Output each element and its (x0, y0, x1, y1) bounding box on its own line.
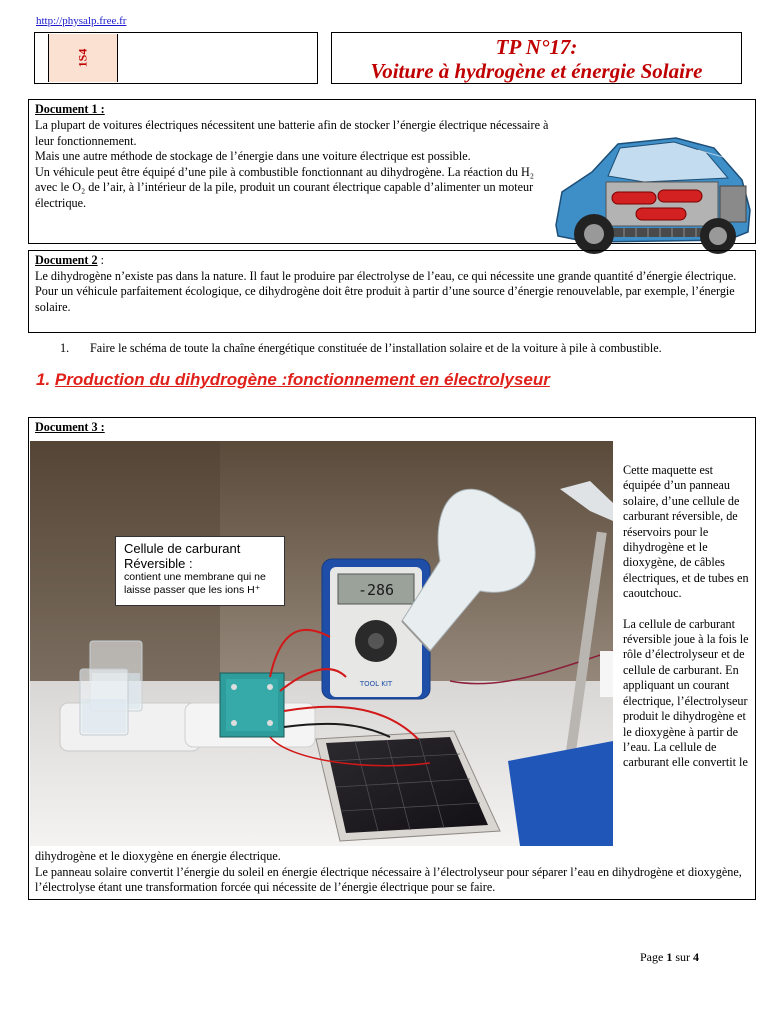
question-1-number: 1. (60, 341, 70, 355)
class-tag (48, 34, 118, 82)
question-1-text: Faire le schéma de toute la chaîne énergétique constituée de l’installation solaire et de la voiture à pile à combustible. (90, 341, 662, 355)
class-label: 1S4 (75, 48, 90, 68)
document-1-text (35, 118, 553, 211)
document-1-paragraph: Un véhicule peut être équipé d’une pile à combustible fonctionnant au dihydrogène. La réaction du H₂ avec le O₂ de l’air, à l’intérieur de la pile, produit un courant électrique capable d’alimenter un moteur électrique. (35, 164, 535, 210)
document-1-paragraph: La plupart de voitures électriques nécessitent une batterie afin de stocker l’énergie électrique nécessaire à leur fonctionnement. (35, 118, 549, 148)
page-number (640, 950, 699, 965)
side-paragraph-1: Cette maquette est équipée d’un panneau solaire, d’une cellule de carburant réversible, de réservoirs pour le dihydrogène et le dioxygène, de câbles électriques, et de tubes en caoutchouc. (623, 463, 749, 601)
caption-body: contient une membrane qui ne laisse passer que les ions H⁺ (124, 571, 266, 596)
title-line-1: TP N°17: (495, 35, 578, 59)
page-prefix: Page (640, 950, 667, 964)
document-2-paragraph: Le dihydrogène n’existe pas dans la nature. Il faut le produire par électrolyse de l’eau, ce qui nécessite une grande quantité d’énergie électrique. (35, 268, 737, 283)
fuel-cell-caption (115, 536, 285, 606)
page-middle: sur (672, 950, 693, 964)
section-1-number: 1. (36, 370, 51, 389)
solar-hydrogen-setup-photo (30, 441, 613, 846)
page-total: 4 (693, 950, 699, 964)
document-1-paragraph: Mais une autre méthode de stockage de l’énergie dans une voiture électrique est possible. (35, 149, 471, 163)
side-paragraph-2: La cellule de carburant réversible joue à la fois le rôle d’électrolyseur et de cellule de carburant. En appliquant un courant électrique, l’électrolyseur produit le dihydrogène et le dioxygène à partir de l’eau. La cellule de carburant elle convertit le (623, 616, 749, 770)
header-url-link[interactable]: http://physalp.free.fr (36, 15, 127, 27)
title-line-2: Voiture à hydrogène et énergie Solaire (370, 59, 703, 83)
document-3-bottom-text (35, 849, 751, 896)
fuel-cell (220, 673, 284, 737)
bottom-line-2: Le panneau solaire convertit l’énergie du soleil en énergie électrique nécessaire à l’électrolyseur pour séparer l’eau en dihydrogène et dioxygène, l’électrolyse étant une transformation forcée qui nécessite de l’énergie électrique pour se faire. (35, 864, 742, 894)
caption-title: Cellule de carburant Réversible : (124, 541, 241, 571)
beaker-2 (80, 669, 128, 735)
document-2-paragraph: Pour un véhicule parfaitement écologique, ce dihydrogène doit être produit à partir d’une source d’énergie renouvelable, par exemple, l’énergie solaire. (35, 284, 735, 314)
section-1-title: Production du dihydrogène :fonctionnement en électrolyseur (54, 370, 550, 389)
document-2-label: Document 2 (35, 253, 98, 267)
document-2-label-suffix: : (97, 253, 105, 267)
document-2-box (28, 250, 756, 333)
page-current: 1 (666, 950, 673, 964)
document-3-side-text (623, 463, 753, 771)
multimeter-display: -286 (357, 581, 395, 599)
bottom-line-1: dihydrogène et le dioxygène en énergie électrique. (35, 849, 281, 863)
multimeter-brand: TOOL KIT (359, 680, 393, 688)
document-1-label: Document 1 : (35, 102, 105, 116)
question-1 (60, 341, 662, 356)
section-1-heading (36, 370, 550, 390)
page-title (331, 32, 742, 84)
hydrogen-car-illustration (548, 130, 758, 260)
document-3-label: Document 3 : (35, 420, 105, 434)
